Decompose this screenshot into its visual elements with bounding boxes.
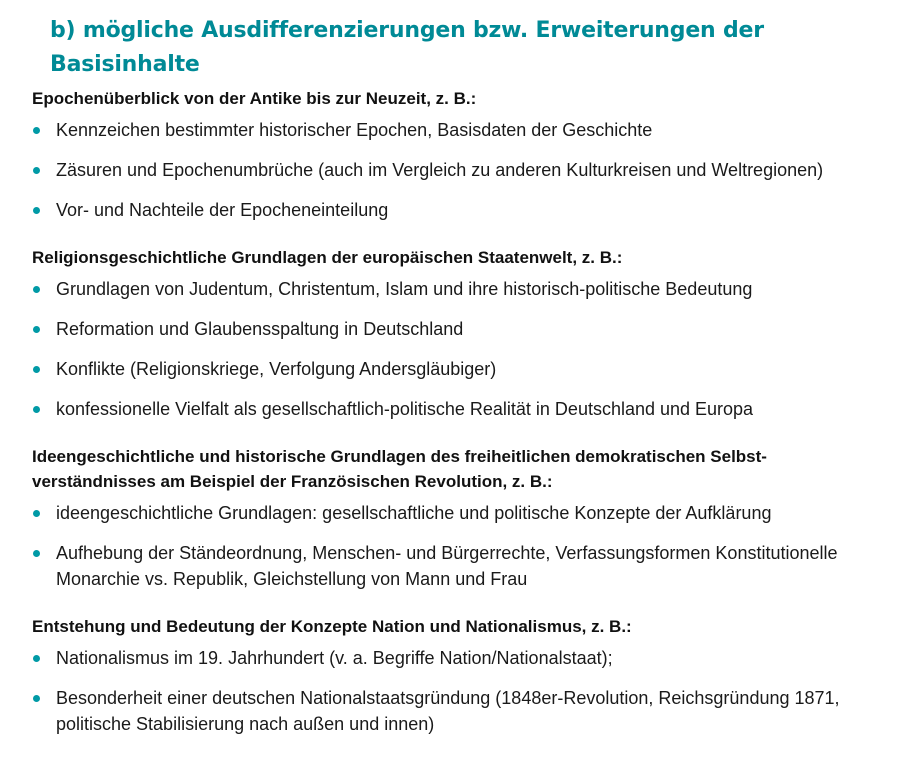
list-item (32, 685, 882, 737)
section-epochs (32, 86, 882, 223)
list-item (32, 117, 882, 143)
bullet-list (32, 117, 882, 223)
list-item (32, 500, 882, 526)
list-item-text: Reformation und Glaubensspaltung in Deutschland (56, 319, 464, 339)
list-item (32, 645, 882, 671)
bullet-icon (33, 366, 40, 373)
section-heading: Religionsgeschichtliche Grundlagen der europäischen Staatenwelt, z. B.: (32, 248, 623, 267)
list-item-text: Zäsuren und Epochenumbrüche (auch im Vergleich zu anderen Kulturkreisen und Weltregionen) (56, 160, 824, 180)
bullet-icon (33, 207, 40, 214)
bullet-icon (33, 326, 40, 333)
list-item-text: ideengeschichtliche Grundlagen: gesellschaftliche und politische Konzepte der Aufklärung (56, 503, 772, 523)
list-item (32, 276, 882, 302)
list-item-text: Konflikte (Religionskriege, Verfolgung Andersgläubiger) (56, 359, 497, 379)
list-item (32, 316, 882, 342)
list-item-text: Nationalismus im 19. Jahrhundert (v. a. Begriffe Nation/Nationalstaat); (56, 648, 613, 668)
page-title: b) mögliche Ausdifferenzierungen bzw. Erweiterungen der Basisinhalte (50, 18, 764, 77)
bullet-list (32, 645, 882, 737)
section-religion (32, 245, 882, 422)
list-item-text: Grundlagen von Judentum, Christentum, Islam und ihre historisch-politische Bedeutung (56, 279, 753, 299)
bullet-icon (33, 286, 40, 293)
bullet-icon (33, 127, 40, 134)
list-item-text: Vor- und Nachteile der Epocheneinteilung (56, 200, 389, 220)
list-item-text: konfessionelle Vielfalt als gesellschaftlich-politische Realität in Deutschland und Europa (56, 399, 754, 419)
list-item (32, 356, 882, 382)
list-item-text: Besonderheit einer deutschen Nationalstaatsgründung (1848er-Revolution, Reichsgründung 1871, politische Stabilisierung nach außen und innen) (56, 688, 840, 734)
section-french-revolution (32, 444, 882, 592)
list-item (32, 197, 882, 223)
bullet-icon (33, 406, 40, 413)
list-item-text: Kennzeichen bestimmter historischer Epochen, Basisdaten der Geschichte (56, 120, 653, 140)
list-item-text: Aufhebung der Ständeordnung, Menschen- und Bürgerrechte, Verfassungsformen Konstitutionelle Monarchie vs. Republik, Gleichstellung von Mann und Frau (56, 543, 838, 589)
bullet-icon (33, 655, 40, 662)
section-heading: Ideengeschichtliche und historische Grundlagen des freiheitlichen demokratischen Selbst-verständnisses am Beispiel der Französischen Revolution, z. B.: (32, 447, 767, 491)
section-heading: Entstehung und Bedeutung der Konzepte Nation und Nationalismus, z. B.: (32, 617, 632, 636)
bullet-icon (33, 510, 40, 517)
section-nationalism (32, 614, 882, 737)
bullet-icon (33, 167, 40, 174)
bullet-icon (33, 695, 40, 702)
bullet-list (32, 500, 882, 592)
list-item (32, 396, 882, 422)
list-item (32, 540, 882, 592)
bullet-list (32, 276, 882, 422)
bullet-icon (33, 550, 40, 557)
section-heading: Epochenüberblick von der Antike bis zur Neuzeit, z. B.: (32, 89, 477, 108)
list-item (32, 157, 882, 183)
